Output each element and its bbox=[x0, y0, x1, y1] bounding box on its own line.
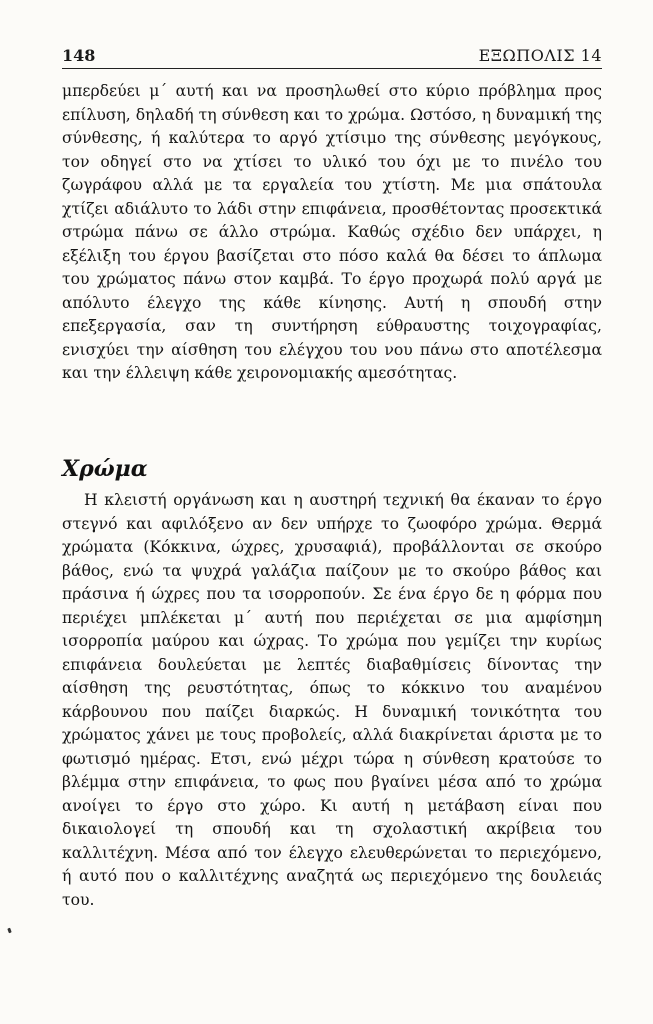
section-heading: Χρώμα bbox=[62, 456, 148, 482]
body-text-bottom bbox=[62, 489, 602, 912]
scan-speck bbox=[7, 928, 12, 934]
page-header bbox=[62, 44, 602, 69]
running-title: ΕΞΩΠΟΛΙΣ 14 bbox=[478, 46, 602, 65]
page-number: 148 bbox=[62, 46, 96, 65]
paragraph: Η κλειστή οργάνωση και η αυστηρή τεχνική θα έκαναν το έργο στεγνό και αφιλόξενο αν δεν υπήρχε το ζωοφόρο χρώμα. Θερμά χρώματα (Κόκκινα, ώχρες, χρυσαφιά), προβάλλονται σε σκούρο βάθος, ενώ τα ψυχρά γαλάζια παίζουν με το σκούρο βάθος και πράσινα ή ώχρες που τα ισορροπούν. Σε ένα έργο δε η φόρμα που περιέχει μπλέκεται μ΄ αυτή που περιέχεται σε μια αμφίσημη ισορροπία μαύρου και ώχρας. Το χρώμα που γεμίζει την κυρίως επιφάνεια δουλεύεται με λεπτές διαβαθμίσεις δίνοντας την αίσθηση της ρευστότητας, όπως το κόκκινο του αναμένου κάρβουνου που παίζει διαρκώς. Η δυναμική τονικότητα του χρώματος χάνει με τους προβολείς, αλλά διακρίνεται άριστα με το φωτισμό ημέρας. Ετσι, ενώ μέχρι τώρα η σύνθεση κρατούσε το βλέμμα στην επιφάνεια, το φως που βγαίνει μέσα από το χρώμα ανοίγει το έργο στο χώρο. Κι αυτή η μετάβαση είναι που δικαιολογεί τη σπουδή και τη σχολαστική ακρίβεια του καλλιτέχνη. Μέσα από τον έλεγχο ελευθερώνεται το περιεχόμενο, ή αυτό που ο καλλιτέχνης αναζητά ως περιεχόμενο της δουλειάς του. bbox=[62, 491, 602, 909]
body-text-top bbox=[62, 80, 602, 386]
paragraph: μπερδεύει μ΄ αυτή και να προσηλωθεί στο κύριο πρόβλημα προς επίλυση, δηλαδή τη σύνθεση και το χρώμα. Ωστόσο, η δυναμική της σύνθεσης, ή καλύτερα το αργό χτίσιμο της σύνθεσης μεγόγκους, τον οδηγεί στο να χτίσει το υλικό του όχι με το πινέλο του ζωγράφου αλλά με τα εργαλεία του χτίστη. Με μια σπάτουλα χτίζει αδιάλυτο το λάδι στην επιφάνεια, προσθέτοντας προσεκτικά στρώμα πάνω σε άλλο στρώμα. Καθώς σχέδιο δεν υπάρχει, η εξέλιξη του έργου βασίζεται στο πόσο καλά θα δέσει το άπλωμα του χρώματος πάνω στον καμβά. Το έργο προχωρά πολύ αργά με απόλυτο έλεγχο της κάθε κίνησης. Αυτή η σπουδή στην επεξεργασία, σαν τη συντήρηση εύθραυστης τοιχογραφίας, ενισχύει την αίσθηση του ελέγχου του νου πάνω στο αποτέλεσμα και την έλλειψη κάθε χειρονομιακής αμεσότητας. bbox=[62, 82, 602, 382]
